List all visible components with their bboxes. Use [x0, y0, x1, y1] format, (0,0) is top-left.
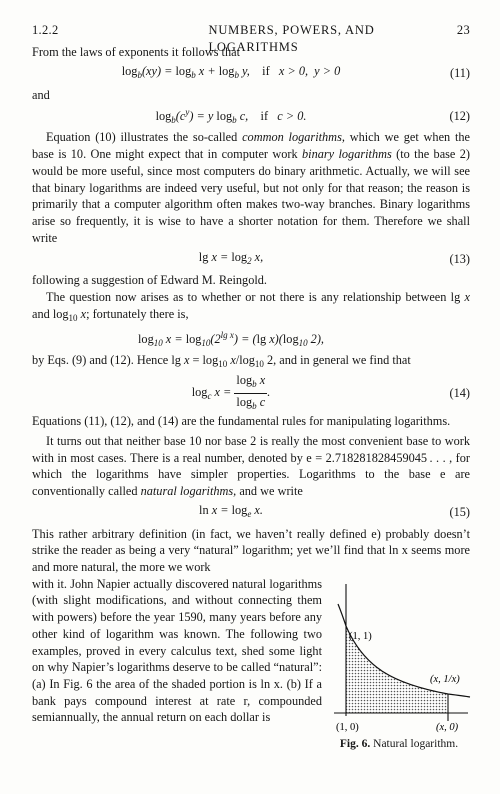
equation-14-formula: $\log_c x$ = $\frac{\log_b x}{\log_b c}$ . — [32, 372, 430, 414]
paragraph-arbitrary-definition: This rather arbitrary definition (in fact, we haven’t really defined e) probably doesn’t strike the reader as being a very “natural” logarithm; yet we’ll find that ln x seems more and more natural, the more we work — [32, 526, 470, 575]
paragraph-relationship: The question now arises as to whether or not there is any relationship between lg x and $\log_{10} x$; fortunately there is, — [32, 290, 470, 323]
page-number: 23 — [456, 23, 470, 37]
paragraph-fundamental-rules: Equations (11), (12), and (14) are the fundamental rules for manipulating logarithms. — [32, 414, 451, 429]
label-x: (x, 0) — [436, 721, 459, 733]
equation-14-number: (14) — [449, 385, 470, 400]
equation-12-formula: $\log_b(c^y) = y$ $\log_b c$, if c > 0. — [155, 107, 307, 126]
paragraph-natural-logarithms: It turns out that neither base 10 nor base 2 is really the most convenient base to work with in most cases. There is a real number, denoted by e = 2.718281828459045 . . . , for which the logarithms have simpler properties. Logarithms to the base e are conventionally called natural logarithms, and we write — [32, 433, 470, 498]
equation-15-formula: $\ln x = \log_e x$. — [199, 503, 263, 520]
equation-14-fraction: $\frac{\log_b x}{\log_b c}$ — [236, 372, 266, 411]
figure-caption: Fig. 6. Natural logarithm. — [339, 737, 459, 750]
equation-11-number: (11) — [449, 66, 470, 81]
paragraph-common-logarithms: Equation (10) illustrates the so-called common logarithms, which we get when the base is 10. One might expect that in computer work binary logarithms (to the base 2) would be more useful, since most computers do binary arithmetic. Actually, we will see that binary logarithms are indeed very useful, but not only for that reason; the reason is primarily that a computer algorithm often makes two-way branches. Binary logarithms arise so frequently, it is wise to have a shorter notation for them. Therefore we shall write — [32, 130, 470, 245]
label-origin: (1, 0) — [336, 721, 359, 733]
section-number: 1.2.2 — [32, 23, 59, 37]
label-peak: (1, 1) — [349, 630, 372, 642]
equation-unnumbered-formula: $\log_{10} x = \log_{10}(2^{lg x}) = (\lg$ $x)(\log_{10}$ 2), — [138, 330, 324, 349]
equation-14 — [32, 373, 470, 413]
equation-11 — [32, 61, 470, 87]
intro-text: From the laws of exponents it follows that — [32, 45, 240, 59]
label-end: (x, 1/x) — [430, 673, 460, 685]
equation-15-number: (15) — [449, 505, 470, 520]
equation-unnumbered — [32, 326, 470, 352]
paragraph-hence: by Eqs. (9) and (12). Hence $\lg x = \log_{10} x/\log_{10}$ 2, and in general we find that — [32, 353, 411, 370]
figure-6 — [324, 576, 474, 753]
book-page — [32, 22, 470, 750]
figure-wrap-block — [32, 576, 470, 750]
and-text: and — [32, 87, 50, 102]
equation-12 — [32, 103, 470, 129]
paragraph-napier: with it. John Napier actually discovered natural logarithms (with slight modifications, and without connecting them with powers) before the year 1590, many years before any other kind of logarithm was known. The following two examples, proved in every calculus text, shed some light on why Napier’s logarithms deserve to be called “natural”: (a) In Fig. 6 the area of the shaded portion is ln x. (b) If a bank pays compound interest at rate r, compounded semiannually, the annual return on each dollar is — [32, 576, 322, 725]
paragraph-reingold: following a suggestion of Edward M. Reingold. — [32, 273, 267, 288]
equation-12-number: (12) — [449, 109, 470, 124]
equation-11-formula: $\log_b(xy) = \log_b x + \log_b y$, if x > 0, y > 0 — [121, 64, 341, 81]
chapter-title: NUMBERS, POWERS, AND LOGARITHMS — [208, 23, 375, 54]
natural-log-graph — [324, 576, 474, 734]
equation-15 — [32, 500, 470, 526]
equation-13-number: (13) — [449, 251, 470, 266]
equation-13-formula: $\lg x = \log_2 x$, — [198, 249, 264, 266]
equation-13 — [32, 246, 470, 272]
